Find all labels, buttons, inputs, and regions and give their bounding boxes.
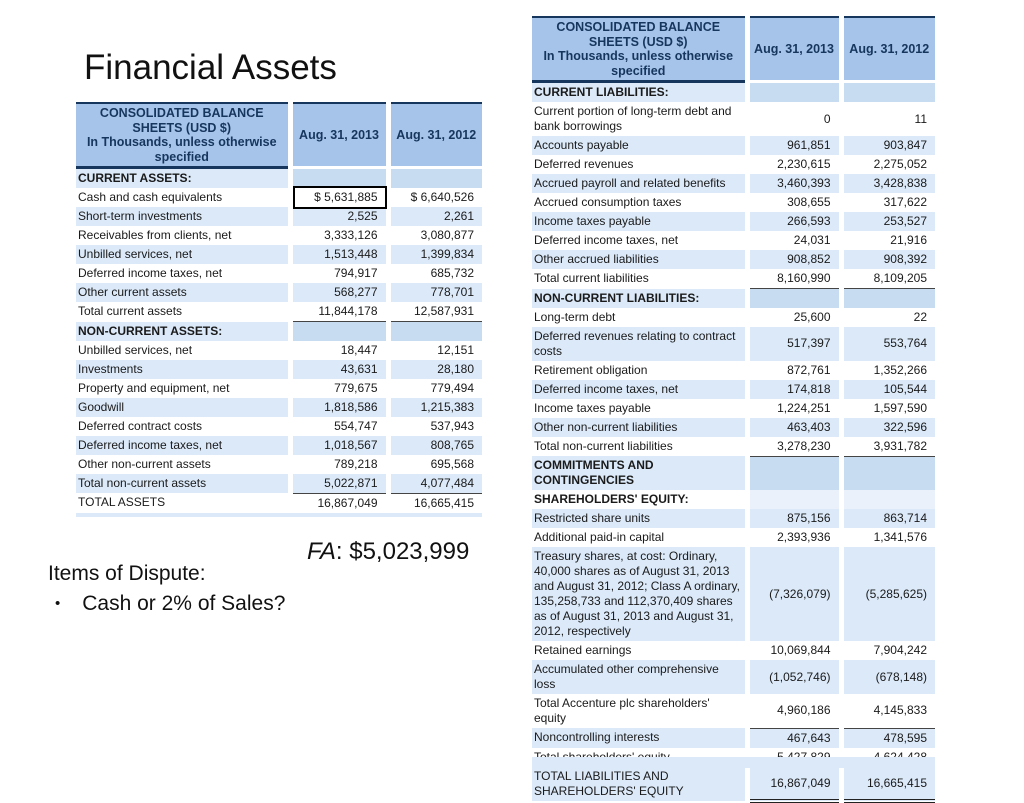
value-aug-31-2013: 24,031	[747, 231, 841, 250]
value-aug-31-2013: 872,761	[747, 361, 841, 380]
row-label: Other accrued liabilities	[532, 250, 747, 269]
page-title: Financial Assets	[84, 48, 337, 87]
data-row	[76, 379, 482, 398]
value-aug-31-2012: 779,494	[388, 379, 482, 398]
value-aug-31-2013: 11,844,178	[290, 302, 388, 322]
value-aug-31-2013: 4,960,186	[747, 694, 841, 728]
row-label: Total non-current assets	[76, 474, 290, 494]
value-aug-31-2013: 10,069,844	[747, 641, 841, 660]
value-aug-31-2013: 1,513,448	[290, 245, 388, 264]
data-row	[532, 728, 935, 748]
data-row	[76, 455, 482, 474]
row-label: Retained earnings	[532, 641, 747, 660]
data-row	[532, 155, 935, 174]
value-aug-31-2012: 4,077,484	[388, 474, 482, 494]
col-header-aug-2013: Aug. 31, 2013	[290, 103, 388, 168]
row-label: Accounts payable	[532, 136, 747, 155]
data-row	[532, 641, 935, 660]
fa-amount: : $5,023,999	[335, 538, 470, 565]
data-row	[532, 193, 935, 212]
value-aug-31-2013: 3,278,230	[747, 437, 841, 457]
value-aug-31-2013	[290, 168, 388, 189]
row-label: Long-term debt	[532, 308, 747, 327]
row-label: Deferred revenues relating to contract costs	[532, 327, 747, 361]
row-label: Short-term investments	[76, 207, 290, 226]
dispute-bullet-text: Cash or 2% of Sales?	[82, 592, 286, 615]
value-aug-31-2013: 517,397	[747, 327, 841, 361]
row-label: Income taxes payable	[532, 399, 747, 418]
value-aug-31-2012: 2,275,052	[841, 155, 935, 174]
value-aug-31-2013: 174,818	[747, 380, 841, 399]
value-aug-31-2013: 1,018,567	[290, 436, 388, 455]
value-aug-31-2012: 253,527	[841, 212, 935, 231]
value-aug-31-2012: 28,180	[388, 360, 482, 379]
value-aug-31-2012: 16,665,415	[841, 767, 935, 801]
value-aug-31-2013: 1,224,251	[747, 399, 841, 418]
row-label: Accrued consumption taxes	[532, 193, 747, 212]
balance-sheet-assets-table	[76, 102, 482, 517]
row-label: Accumulated other comprehensive loss	[532, 660, 747, 694]
section-row	[532, 456, 935, 490]
liabilities-table-bottom-strip	[532, 757, 935, 768]
row-label: Treasury shares, at cost: Ordinary, 40,000 shares as of August 31, 2013 and August 31, 2012; Class A ordinary, 135,258,733 and 112,370,409 shares as of August 31, 2013 and August 31, 2012, respectively	[532, 547, 747, 641]
data-row	[76, 436, 482, 455]
row-label: Receivables from clients, net	[76, 226, 290, 245]
value-aug-31-2013: 3,333,126	[290, 226, 388, 245]
value-aug-31-2012: (5,285,625)	[841, 547, 935, 641]
dispute-bullet-item	[55, 592, 285, 616]
value-aug-31-2012: 695,568	[388, 455, 482, 474]
table-title-line2: In Thousands, unless otherwise specified	[543, 49, 734, 78]
data-row	[532, 660, 935, 694]
value-aug-31-2013: 554,747	[290, 417, 388, 436]
value-aug-31-2013: 467,643	[747, 728, 841, 748]
col-header-aug-2012: Aug. 31, 2012	[388, 103, 482, 168]
data-row	[532, 509, 935, 528]
value-aug-31-2013: 266,593	[747, 212, 841, 231]
value-aug-31-2013: (7,326,079)	[747, 547, 841, 641]
grandtotal-row	[76, 493, 482, 515]
dispute-heading: Items of Dispute:	[48, 562, 206, 585]
data-row	[76, 360, 482, 379]
value-aug-31-2013: 43,631	[290, 360, 388, 379]
value-aug-31-2013: 5,022,871	[290, 474, 388, 494]
value-aug-31-2012: 778,701	[388, 283, 482, 302]
value-aug-31-2012: 1,341,576	[841, 528, 935, 547]
row-label: Total current assets	[76, 302, 290, 322]
value-aug-31-2013: 8,160,990	[747, 269, 841, 289]
data-row	[532, 528, 935, 547]
row-label: CURRENT LIABILITIES:	[532, 82, 747, 103]
table-title-cell	[76, 103, 290, 168]
value-aug-31-2013: 789,218	[290, 455, 388, 474]
col-header-aug-2013: Aug. 31, 2013	[747, 17, 841, 82]
value-aug-31-2013: 3,460,393	[747, 174, 841, 193]
table-title-line1: CONSOLIDATED BALANCE SHEETS (USD $)	[556, 20, 721, 49]
row-label: Income taxes payable	[532, 212, 747, 231]
value-aug-31-2012	[841, 490, 935, 509]
row-label: Retirement obligation	[532, 361, 747, 380]
value-aug-31-2012: 863,714	[841, 509, 935, 528]
value-aug-31-2012: 478,595	[841, 728, 935, 748]
data-row	[532, 102, 935, 136]
value-aug-31-2012: 8,109,205	[841, 269, 935, 289]
value-aug-31-2012: 21,916	[841, 231, 935, 250]
data-row	[532, 327, 935, 361]
value-aug-31-2013	[747, 289, 841, 308]
value-aug-31-2012	[841, 289, 935, 308]
value-aug-31-2013	[290, 322, 388, 341]
section-row	[532, 490, 935, 509]
row-label: NON-CURRENT ASSETS:	[76, 322, 290, 341]
row-label: Total current liabilities	[532, 269, 747, 289]
value-aug-31-2012: 685,732	[388, 264, 482, 283]
section-row	[532, 289, 935, 308]
subtotal-row	[76, 302, 482, 322]
row-label: TOTAL ASSETS	[76, 493, 290, 515]
subtotal-row	[532, 437, 935, 457]
subtotal-row	[76, 474, 482, 494]
data-row	[532, 136, 935, 155]
assets-table-bottom-strip	[76, 513, 482, 517]
data-row	[532, 308, 935, 327]
row-label: COMMITMENTS AND CONTINGENCIES	[532, 456, 747, 490]
data-row	[532, 361, 935, 380]
data-row	[532, 547, 935, 641]
value-aug-31-2012: 3,428,838	[841, 174, 935, 193]
row-label: Additional paid-in capital	[532, 528, 747, 547]
data-row	[532, 174, 935, 193]
data-row	[532, 418, 935, 437]
value-aug-31-2013	[747, 456, 841, 490]
value-aug-31-2013: 568,277	[290, 283, 388, 302]
value-aug-31-2013: 463,403	[747, 418, 841, 437]
row-label: Deferred income taxes, net	[532, 231, 747, 250]
value-aug-31-2012: 7,904,242	[841, 641, 935, 660]
value-aug-31-2012	[841, 82, 935, 103]
value-aug-31-2013: 16,867,049	[290, 493, 388, 515]
value-aug-31-2013: 18,447	[290, 341, 388, 360]
value-aug-31-2012: 16,665,415	[388, 493, 482, 515]
value-aug-31-2013: 875,156	[747, 509, 841, 528]
value-aug-31-2013: (1,052,746)	[747, 660, 841, 694]
row-label: Other non-current assets	[76, 455, 290, 474]
row-label: Deferred contract costs	[76, 417, 290, 436]
data-row	[76, 341, 482, 360]
value-aug-31-2013: 308,655	[747, 193, 841, 212]
row-label: Deferred income taxes, net	[76, 436, 290, 455]
fa-label: FA	[307, 538, 336, 565]
row-label: Cash and cash equivalents	[76, 188, 290, 207]
value-aug-31-2012: 322,596	[841, 418, 935, 437]
value-aug-31-2013	[747, 82, 841, 103]
value-aug-31-2012: 3,080,877	[388, 226, 482, 245]
value-aug-31-2012: 808,765	[388, 436, 482, 455]
row-label: CURRENT ASSETS:	[76, 168, 290, 189]
section-row	[532, 82, 935, 103]
row-label: Unbilled services, net	[76, 341, 290, 360]
value-aug-31-2012: 903,847	[841, 136, 935, 155]
value-aug-31-2012: 1,399,834	[388, 245, 482, 264]
data-row	[76, 398, 482, 417]
subtotal-row	[532, 269, 935, 289]
col-header-aug-2012: Aug. 31, 2012	[841, 17, 935, 82]
row-label: SHAREHOLDERS' EQUITY:	[532, 490, 747, 509]
value-aug-31-2012: 317,622	[841, 193, 935, 212]
value-aug-31-2013: 908,852	[747, 250, 841, 269]
section-row	[76, 168, 482, 189]
value-aug-31-2013: 2,525	[290, 207, 388, 226]
value-aug-31-2012: 2,261	[388, 207, 482, 226]
value-aug-31-2013: 16,867,049	[747, 767, 841, 801]
value-aug-31-2013	[747, 490, 841, 509]
value-aug-31-2012: 1,215,383	[388, 398, 482, 417]
section-row	[76, 322, 482, 341]
row-label: Goodwill	[76, 398, 290, 417]
data-row	[76, 226, 482, 245]
value-aug-31-2012	[388, 322, 482, 341]
value-aug-31-2012: 1,597,590	[841, 399, 935, 418]
value-aug-31-2013: 0	[747, 102, 841, 136]
value-aug-31-2012: 22	[841, 308, 935, 327]
data-row	[532, 380, 935, 399]
table-header-row	[76, 103, 482, 168]
data-row	[76, 188, 482, 207]
data-row	[532, 250, 935, 269]
row-label: Total non-current liabilities	[532, 437, 747, 457]
value-aug-31-2012: 105,544	[841, 380, 935, 399]
value-aug-31-2013-highlighted: $ 5,631,885	[290, 188, 388, 207]
grandtotal-row	[532, 767, 935, 801]
value-aug-31-2012: 553,764	[841, 327, 935, 361]
value-aug-31-2013: 794,917	[290, 264, 388, 283]
balance-sheet-liabilities-equity-table	[532, 16, 935, 803]
value-aug-31-2013: 961,851	[747, 136, 841, 155]
value-aug-31-2012: 3,931,782	[841, 437, 935, 457]
value-aug-31-2012: 537,943	[388, 417, 482, 436]
table-header-row	[532, 17, 935, 82]
table-title-cell	[532, 17, 747, 82]
value-aug-31-2013: 779,675	[290, 379, 388, 398]
data-row	[532, 399, 935, 418]
data-row	[76, 245, 482, 264]
row-label: Deferred revenues	[532, 155, 747, 174]
row-label: Accrued payroll and related benefits	[532, 174, 747, 193]
value-aug-31-2012: 12,587,931	[388, 302, 482, 322]
table-title-line2: In Thousands, unless otherwise specified	[86, 135, 277, 164]
value-aug-31-2012: 12,151	[388, 341, 482, 360]
data-row	[532, 212, 935, 231]
row-label: Other non-current liabilities	[532, 418, 747, 437]
fa-value-note	[307, 538, 469, 566]
value-aug-31-2012: $ 6,640,526	[388, 188, 482, 207]
row-label: Noncontrolling interests	[532, 728, 747, 748]
row-label: Unbilled services, net	[76, 245, 290, 264]
data-row	[532, 231, 935, 250]
data-row	[76, 417, 482, 436]
value-aug-31-2012	[388, 168, 482, 189]
subtotal-row	[532, 694, 935, 728]
row-label: Deferred income taxes, net	[532, 380, 747, 399]
row-label: Other current assets	[76, 283, 290, 302]
row-label: Investments	[76, 360, 290, 379]
row-label: Total Accenture plc shareholders' equity	[532, 694, 747, 728]
row-label: NON-CURRENT LIABILITIES:	[532, 289, 747, 308]
value-aug-31-2013: 2,393,936	[747, 528, 841, 547]
value-aug-31-2012: 11	[841, 102, 935, 136]
value-aug-31-2012: 4,145,833	[841, 694, 935, 728]
value-aug-31-2012: (678,148)	[841, 660, 935, 694]
data-row	[76, 207, 482, 226]
table-title-line1: CONSOLIDATED BALANCE SHEETS (USD $)	[99, 106, 264, 135]
data-row	[76, 264, 482, 283]
row-label: Deferred income taxes, net	[76, 264, 290, 283]
row-label: Property and equipment, net	[76, 379, 290, 398]
bullet-icon: •	[55, 595, 61, 612]
value-aug-31-2013: 2,230,615	[747, 155, 841, 174]
value-aug-31-2013: 25,600	[747, 308, 841, 327]
value-aug-31-2012: 908,392	[841, 250, 935, 269]
data-row	[76, 283, 482, 302]
value-aug-31-2012	[841, 456, 935, 490]
row-label: TOTAL LIABILITIES AND SHAREHOLDERS' EQUITY	[532, 767, 747, 801]
value-aug-31-2012: 1,352,266	[841, 361, 935, 380]
row-label: Restricted share units	[532, 509, 747, 528]
value-aug-31-2013: 1,818,586	[290, 398, 388, 417]
row-label: Current portion of long-term debt and bank borrowings	[532, 102, 747, 136]
